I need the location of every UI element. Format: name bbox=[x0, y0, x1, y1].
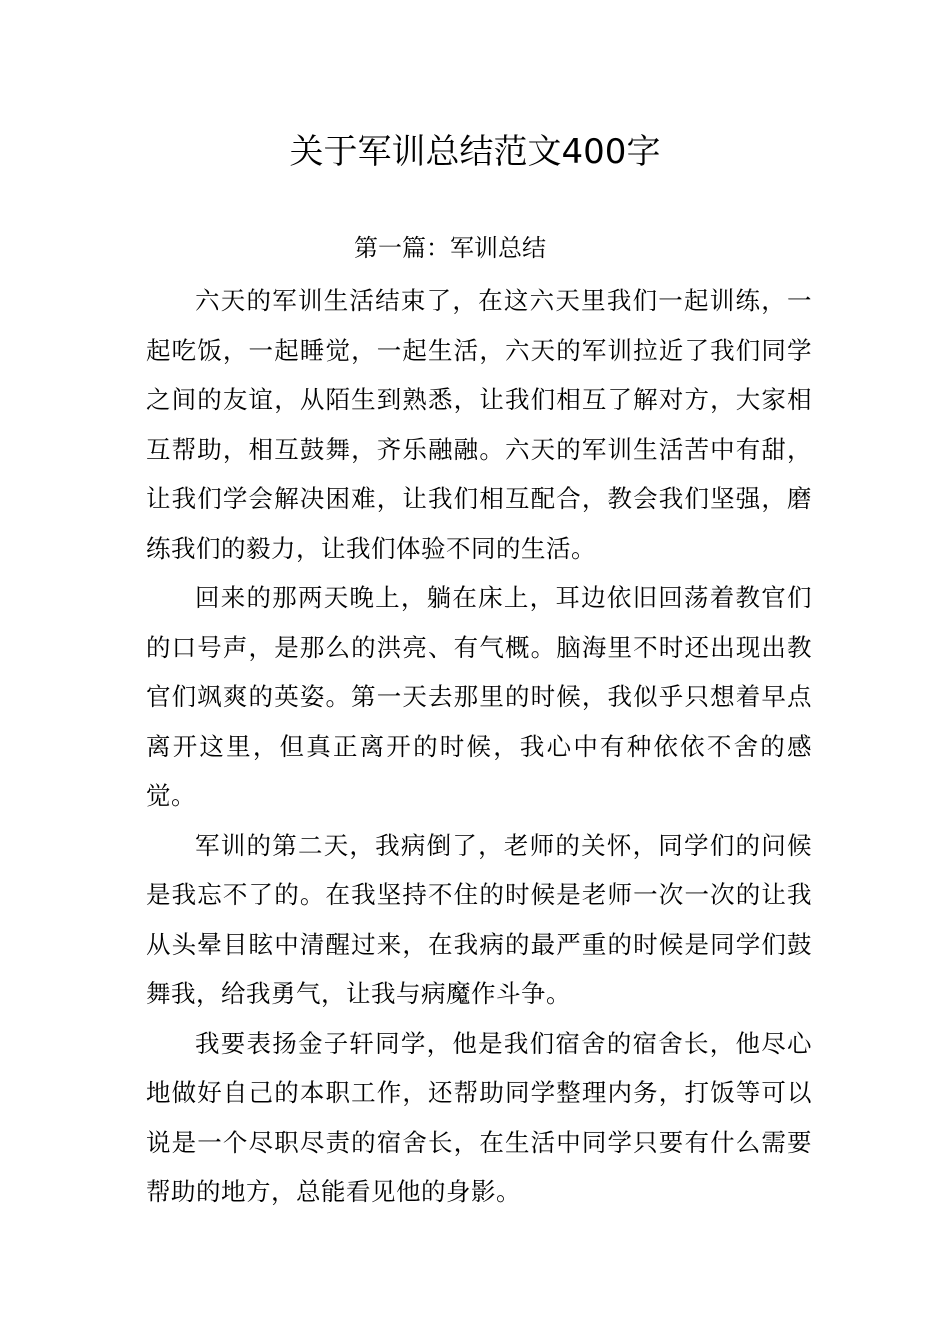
paragraph-3: 军训的第二天，我病倒了，老师的关怀，同学们的问候是我忘不了的。在我坚持不住的时候是老师一次一次的让我从头晕目眩中清醒过来，在我病的最严重的时候是同学们鼓舞我，给我勇气，让我与病魔作斗争。 bbox=[146, 830, 812, 1008]
paragraph-1: 六天的军训生活结束了，在这六天里我们一起训练，一起吃饭，一起睡觉，一起生活，六天的军训拉近了我们同学之间的友谊，从陌生到熟悉，让我们相互了解对方，大家相互帮助，相互鼓舞，齐乐融融。六天的军训生活苦中有甜，让我们学会解决困难，让我们相互配合，教会我们坚强，磨练我们的毅力，让我们体验不同的生活。 bbox=[146, 286, 812, 563]
document-title: 关于军训总结范文400字 bbox=[289, 132, 661, 172]
paragraph-4: 我要表扬金子轩同学，他是我们宿舍的宿舍长，他尽心地做好自己的本职工作，还帮助同学整理内务，打饭等可以说是一个尽职尽责的宿舍长，在生活中同学只要有什么需要帮助的地方，总能看见他的身影。 bbox=[146, 1028, 812, 1206]
document-body bbox=[146, 276, 812, 1217]
paragraph-2: 回来的那两天晚上，躺在床上，耳边依旧回荡着教官们的口号声，是那么的洪亮、有气概。脑海里不时还出现出教官们飒爽的英姿。第一天去那里的时候，我似乎只想着早点离开这里，但真正离开的时候，我心中有种依依不舍的感觉。 bbox=[146, 583, 812, 810]
section-heading: 第一篇：军训总结 bbox=[354, 234, 546, 262]
